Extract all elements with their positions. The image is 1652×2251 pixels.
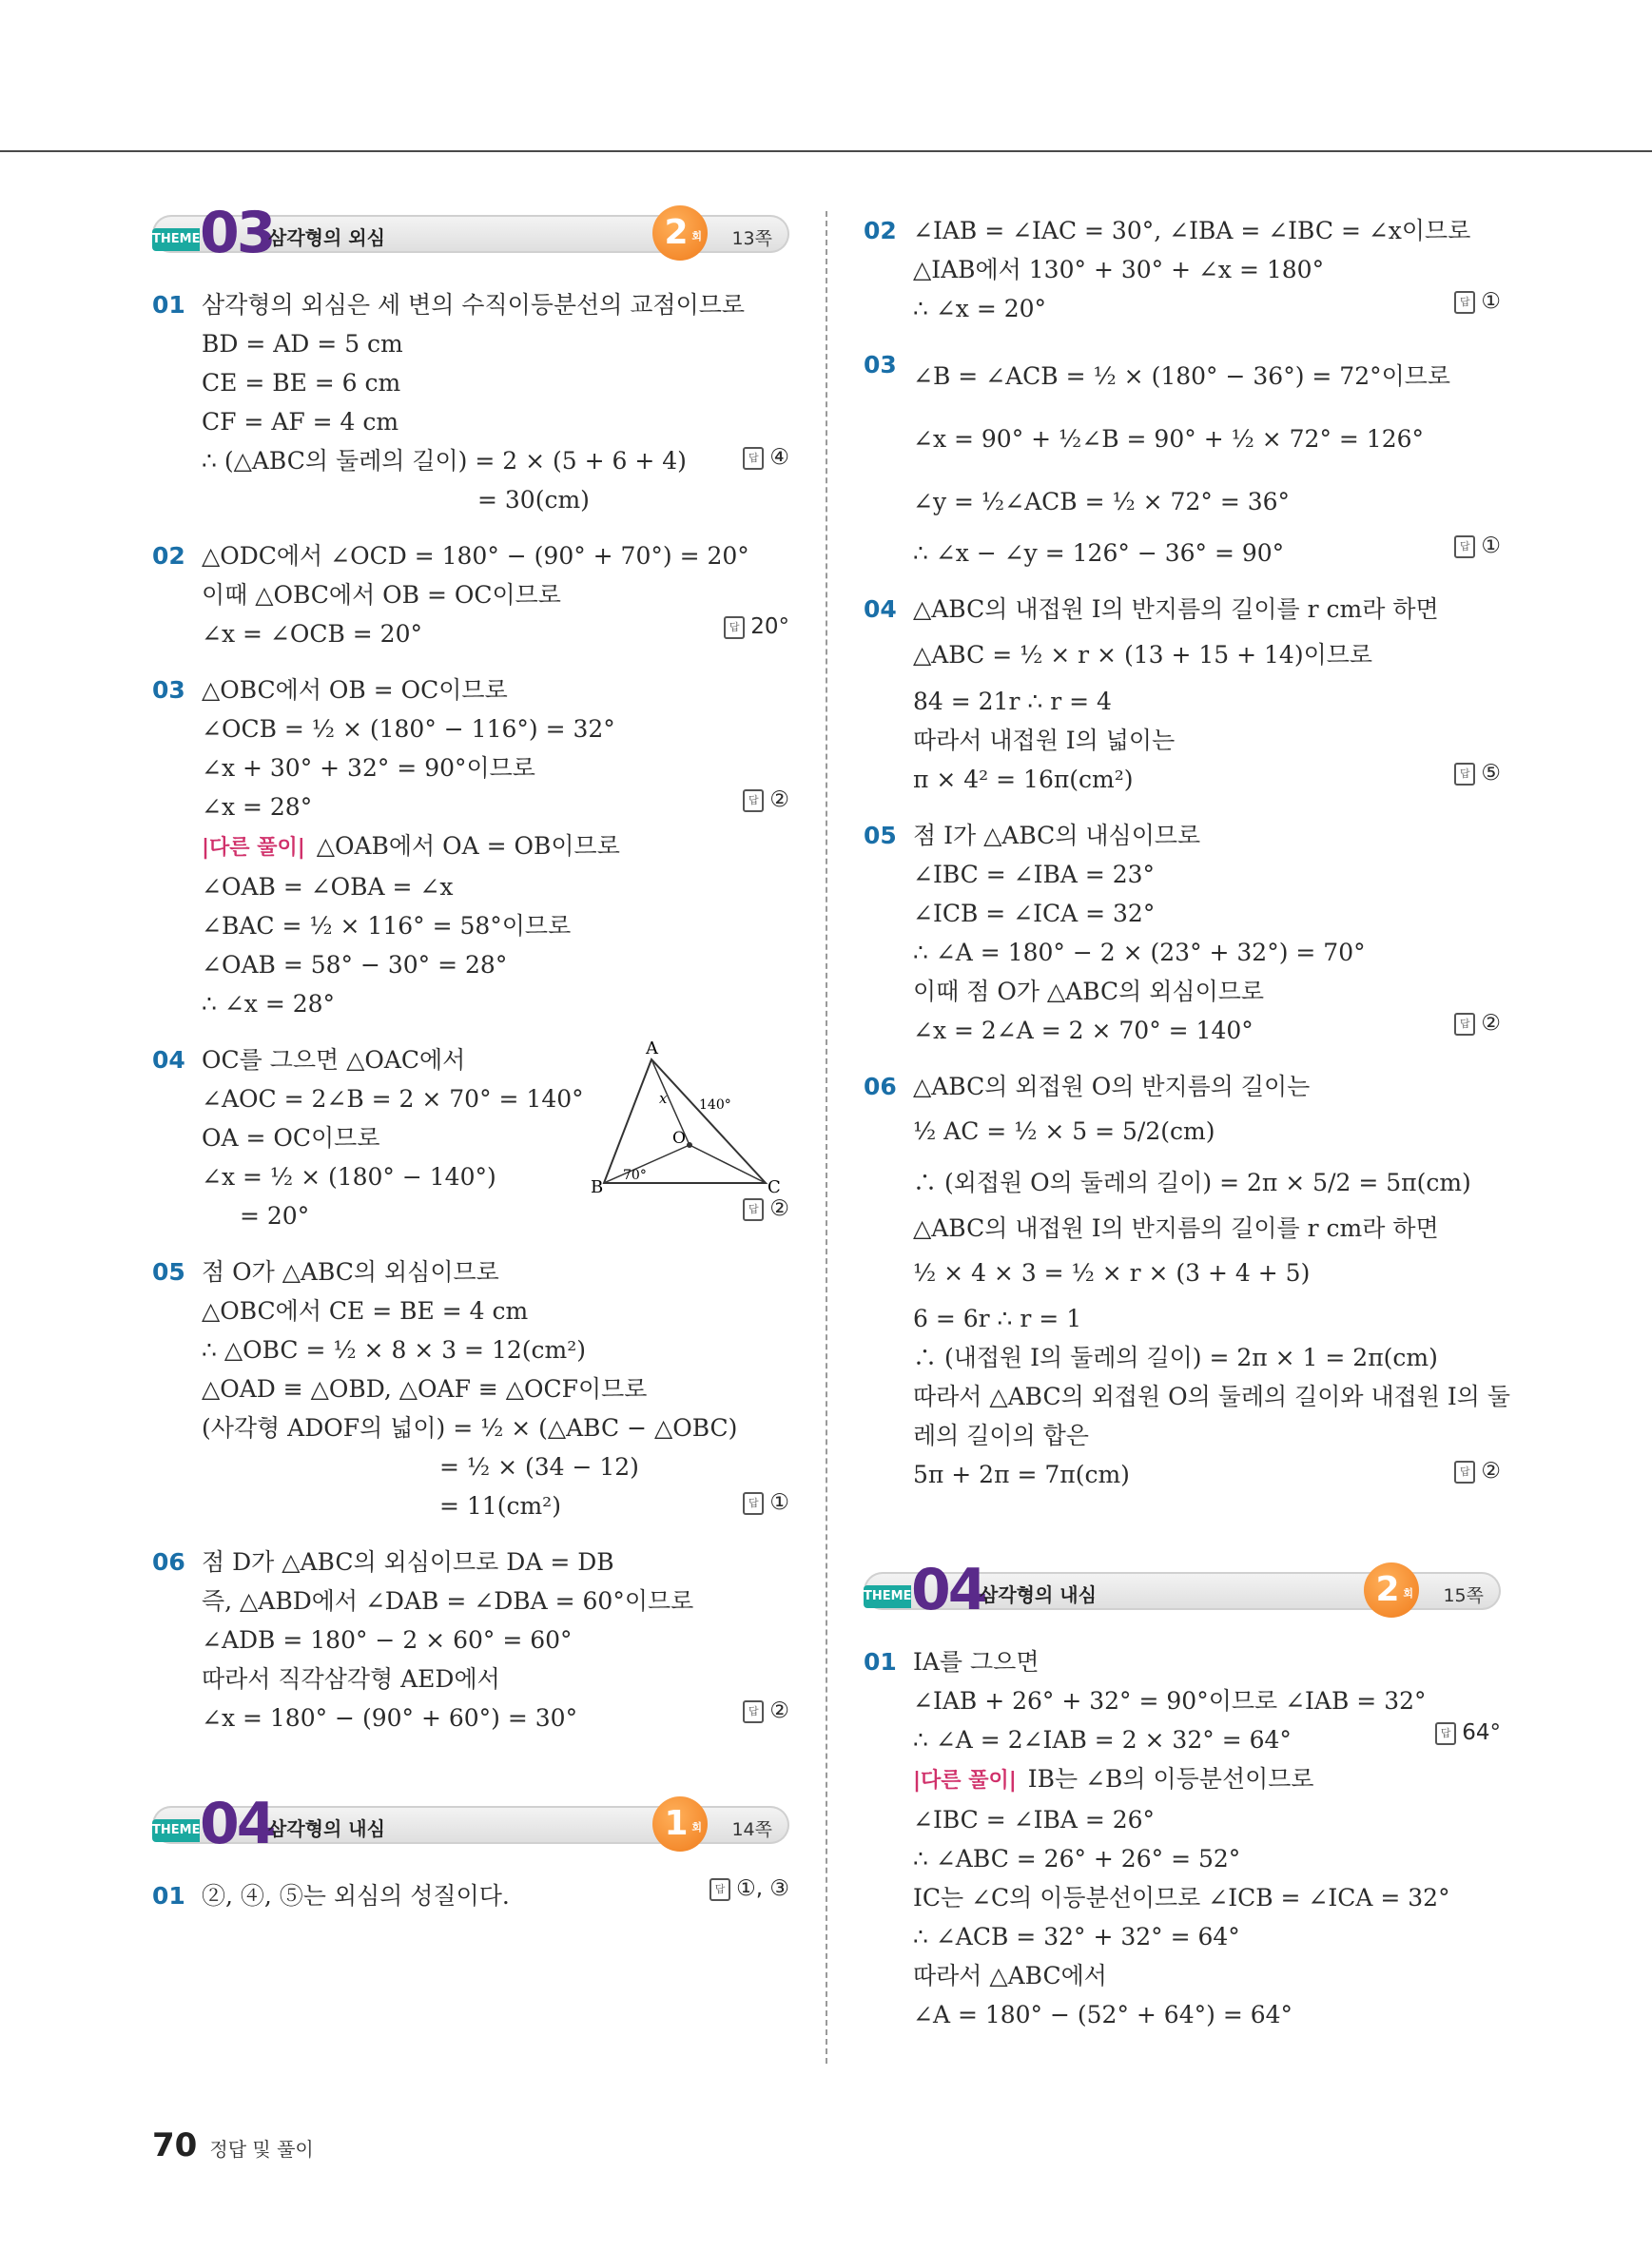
label-c: C bbox=[768, 1177, 781, 1197]
answer-icon: 답 bbox=[1454, 763, 1475, 786]
answer-icon: 답 bbox=[743, 1700, 764, 1723]
answer-icon: 답 bbox=[724, 616, 745, 639]
label-o: O bbox=[672, 1129, 686, 1148]
footer-label: 정답 및 풀이 bbox=[209, 2138, 314, 2161]
solution-line: 삼각형의 외심은 세 변의 수직이등분선의 교점이므로 bbox=[202, 291, 746, 319]
answer-icon: 답 bbox=[1454, 291, 1475, 314]
solution-line: ∴ (△ABC의 둘레의 길이) = 2 × (5 + 6 + 4) bbox=[202, 447, 687, 475]
solution-line: π × 4² = 16π(cm²) bbox=[913, 766, 1134, 793]
answer-icon: 답 bbox=[743, 447, 764, 470]
answer: 답 ② bbox=[1454, 1459, 1501, 1484]
solution-line: ∴ ∠A = 180° − 2 × (23° + 32°) = 70° bbox=[913, 939, 1366, 966]
solution-line: ∠ICB = ∠ICA = 32° bbox=[913, 900, 1156, 927]
problem-02-r bbox=[864, 211, 1501, 328]
solution-line: ∠x + 30° + 32° = 90°이므로 bbox=[202, 754, 535, 782]
page-footer bbox=[152, 2126, 314, 2164]
solution-line: ∠x = 28° bbox=[202, 793, 313, 821]
answer: 답 64° bbox=[1435, 1720, 1501, 1745]
alt-solution-line: ∠IBC = ∠IBA = 26° bbox=[913, 1806, 1156, 1834]
problem-number: 03 bbox=[864, 351, 897, 378]
solution-line: △ODC에서 ∠OCD = 180° − (90° + 70°) = 20° bbox=[202, 542, 749, 570]
problem-number: 05 bbox=[864, 822, 897, 849]
theme-tag: THEME bbox=[152, 1819, 200, 1842]
answer: 답 ① bbox=[1454, 289, 1501, 314]
solution-line: △ABC의 내접원 I의 반지름의 길이를 r cm라 하면 bbox=[913, 1214, 1439, 1242]
solution-line: ∠x = 2∠A = 2 × 70° = 140° bbox=[913, 1017, 1254, 1044]
solution-line: ∠x = ½ × (180° − 140°) bbox=[202, 1163, 496, 1191]
solution-line: ½ AC = ½ × 5 = 5/2(cm) bbox=[913, 1117, 1215, 1145]
answer-icon: 답 bbox=[743, 1198, 764, 1221]
solution-line: 따라서 직각삼각형 AED에서 bbox=[202, 1665, 500, 1693]
problem-number: 04 bbox=[864, 595, 897, 623]
solution-line: 점 I가 △ABC의 내심이므로 bbox=[913, 822, 1201, 849]
problem-number: 05 bbox=[152, 1258, 185, 1286]
problem-01-theme04 bbox=[152, 1876, 789, 1915]
answer: 답 ① bbox=[1454, 534, 1501, 558]
solution-line: 즉, △ABD에서 ∠DAB = ∠DBA = 60°이므로 bbox=[202, 1587, 694, 1615]
solution-line: = 30(cm) bbox=[477, 486, 590, 514]
theme-banner-04-round2 bbox=[864, 1557, 1501, 1623]
solution-line: ∠IAB + 26° + 32° = 90°이므로 ∠IAB = 32° bbox=[913, 1687, 1427, 1715]
theme-title: 삼각형의 내심 bbox=[980, 1583, 1097, 1606]
label-b: B bbox=[591, 1177, 604, 1197]
solution-line: OA = OC이므로 bbox=[202, 1124, 380, 1152]
round-badge: 2 회 bbox=[652, 205, 708, 261]
problem-01-r bbox=[864, 1642, 1501, 2034]
answer-icon: 답 bbox=[1454, 535, 1475, 558]
solution-line: ∠x = 90° + ½∠B = 90° + ½ × 72° = 126° bbox=[913, 425, 1425, 453]
solution-line: 이때 △OBC에서 OB = OC이므로 bbox=[202, 581, 561, 609]
solution-line: 84 = 21r ∴ r = 4 bbox=[913, 688, 1112, 715]
theme-banner-04-round1 bbox=[152, 1791, 789, 1857]
problem-06-r bbox=[864, 1067, 1511, 1494]
solution-line: ∠ADB = 180° − 2 × 60° = 60° bbox=[202, 1626, 573, 1654]
solution-line: = 20° bbox=[240, 1202, 310, 1230]
solution-line: = 11(cm²) bbox=[439, 1492, 561, 1520]
label-x: x bbox=[659, 1090, 668, 1107]
problem-number: 06 bbox=[152, 1548, 185, 1576]
column-divider bbox=[826, 211, 827, 2064]
problem-05 bbox=[152, 1252, 789, 1525]
label-70: 70° bbox=[623, 1168, 647, 1183]
problem-06 bbox=[152, 1543, 789, 1737]
answer: 답 ①, ③ bbox=[709, 1876, 789, 1901]
alt-solution-line: ∠OAB = ∠OBA = ∠x bbox=[202, 873, 454, 901]
answer: 답 ② bbox=[743, 1196, 789, 1221]
solution-line: ∠B = ∠ACB = ½ × (180° − 36°) = 72°이므로 bbox=[913, 362, 1451, 390]
alt-solution-line: ∴ ∠x = 28° bbox=[202, 990, 336, 1018]
theme-title: 삼각형의 외심 bbox=[268, 226, 385, 249]
solution-line: ∠x = ∠OCB = 20° bbox=[202, 620, 422, 648]
top-rule bbox=[0, 150, 1652, 152]
answer: 답 ⑤ bbox=[1454, 761, 1501, 786]
alt-solution-line: ∠BAC = ½ × 116° = 58°이므로 bbox=[202, 912, 572, 940]
solution-line: BD = AD = 5 cm bbox=[202, 330, 403, 358]
alt-solution-line: IC는 ∠C의 이등분선이므로 ∠ICB = ∠ICA = 32° bbox=[913, 1884, 1450, 1911]
solution-line: △OBC에서 CE = BE = 4 cm bbox=[202, 1297, 529, 1325]
answer: 답 ① bbox=[743, 1490, 789, 1515]
answer-icon: 답 bbox=[743, 1492, 764, 1515]
alt-solution-line: ∠A = 180° − (52° + 64°) = 64° bbox=[913, 2001, 1293, 2028]
theme-banner-03 bbox=[152, 200, 789, 266]
alt-solution-line: |다른 풀이| △OAB에서 OA = OB이므로 bbox=[202, 832, 620, 860]
problem-03 bbox=[152, 670, 789, 1023]
theme-number: 03 bbox=[200, 200, 274, 266]
page-ref: 13쪽 bbox=[731, 228, 772, 249]
solution-line: = ½ × (34 − 12) bbox=[439, 1453, 639, 1481]
problem-04 bbox=[152, 1040, 789, 1235]
alt-solution-line: ∴ ∠ABC = 26° + 26° = 52° bbox=[913, 1845, 1241, 1873]
problem-03-r bbox=[864, 345, 1501, 572]
solution-line: ∠OCB = ½ × (180° − 116°) = 32° bbox=[202, 715, 615, 743]
alt-solution-line: ∴ ∠ACB = 32° + 32° = 64° bbox=[913, 1923, 1240, 1950]
solution-line: ∠IAB = ∠IAC = 30°, ∠IBA = ∠IBC = ∠x이므로 bbox=[913, 217, 1471, 244]
answer: 답 ② bbox=[743, 787, 789, 812]
solution-line: ∴ ∠A = 2∠IAB = 2 × 32° = 64° bbox=[913, 1726, 1292, 1754]
solution-line: △OBC에서 OB = OC이므로 bbox=[202, 676, 508, 704]
solution-line: 이때 점 O가 △ABC의 외심이므로 bbox=[913, 978, 1265, 1005]
answer-icon: 답 bbox=[743, 789, 764, 812]
solution-line: ½ × 4 × 3 = ½ × r × (3 + 4 + 5) bbox=[913, 1259, 1311, 1287]
solution-line: 따라서 내접원 I의 넓이는 bbox=[913, 727, 1176, 754]
solution-line: ∠AOC = 2∠B = 2 × 70° = 140° bbox=[202, 1085, 584, 1113]
solution-line: 점 O가 △ABC의 외심이므로 bbox=[202, 1258, 499, 1286]
solution-line: OC를 그으면 △OAC에서 bbox=[202, 1046, 466, 1074]
solution-line: 5π + 2π = 7π(cm) bbox=[913, 1461, 1130, 1488]
label-a: A bbox=[646, 1038, 658, 1058]
answer: 답 ② bbox=[1454, 1011, 1501, 1036]
solution-line: ∠y = ½∠ACB = ½ × 72° = 36° bbox=[913, 488, 1291, 515]
problem-02 bbox=[152, 536, 789, 653]
solution-line: 6 = 6r ∴ r = 1 bbox=[913, 1305, 1082, 1332]
problem-04-r bbox=[864, 590, 1501, 799]
solution-line: △ABC의 외접원 O의 반지름의 길이는 bbox=[913, 1073, 1311, 1100]
problem-number: 02 bbox=[152, 542, 185, 570]
solution-line: 따라서 △ABC의 외접원 O의 둘레의 길이와 내접원 I의 둘 bbox=[913, 1383, 1511, 1410]
round-badge: 2 회 bbox=[1364, 1562, 1419, 1618]
answer-icon: 답 bbox=[709, 1878, 730, 1901]
page-ref: 15쪽 bbox=[1443, 1585, 1484, 1606]
solution-line: CF = AF = 4 cm bbox=[202, 408, 399, 436]
answer-icon: 답 bbox=[1435, 1722, 1456, 1745]
solution-line: ②, ④, ⑤는 외심의 성질이다. bbox=[202, 1882, 510, 1910]
solution-line: △ABC의 내접원 I의 반지름의 길이를 r cm라 하면 bbox=[913, 595, 1439, 623]
page-ref: 14쪽 bbox=[731, 1819, 772, 1840]
problem-number: 01 bbox=[864, 1648, 897, 1676]
alt-solution-line: 따라서 △ABC에서 bbox=[913, 1962, 1107, 1989]
problem-number: 02 bbox=[864, 217, 897, 244]
problem-number: 01 bbox=[152, 1882, 185, 1910]
solution-line: (사각형 ADOF의 넓이) = ½ × (△ABC − △OBC) bbox=[202, 1414, 738, 1442]
solution-line: ∴ (내접원 I의 둘레의 길이) = 2π × 1 = 2π(cm) bbox=[913, 1344, 1438, 1371]
answer-icon: 답 bbox=[1454, 1013, 1475, 1036]
answer-icon: 답 bbox=[1454, 1461, 1475, 1484]
solution-line: ∴ (외접원 O의 둘레의 길이) = 2π × 5/2 = 5π(cm) bbox=[913, 1169, 1471, 1196]
triangle-figure bbox=[591, 1038, 794, 1202]
problem-05-r bbox=[864, 816, 1501, 1050]
theme-number: 04 bbox=[200, 1791, 274, 1857]
problem-number: 03 bbox=[152, 676, 185, 704]
theme-tag: THEME bbox=[864, 1585, 911, 1608]
problem-number: 04 bbox=[152, 1046, 185, 1074]
answer: 답 20° bbox=[724, 614, 789, 639]
solution-line: 레의 길이의 합은 bbox=[913, 1422, 1089, 1449]
theme-number: 04 bbox=[911, 1557, 985, 1623]
alt-solution-label: |다른 풀이| bbox=[913, 1769, 1017, 1793]
page-number: 70 bbox=[152, 2126, 198, 2164]
solution-line: ∠x = 180° − (90° + 60°) = 30° bbox=[202, 1704, 578, 1732]
answer: 답 ② bbox=[743, 1698, 789, 1723]
solution-line: ∴ ∠x = 20° bbox=[913, 295, 1047, 322]
alt-solution-label: |다른 풀이| bbox=[202, 836, 305, 860]
alt-solution-line: ∠OAB = 58° − 30° = 28° bbox=[202, 951, 508, 979]
answer: 답 ④ bbox=[743, 445, 789, 470]
solution-line: ∠IBC = ∠IBA = 23° bbox=[913, 861, 1156, 888]
solution-line: △ABC = ½ × r × (13 + 15 + 14)이므로 bbox=[913, 641, 1373, 669]
solution-line: ∴ △OBC = ½ × 8 × 3 = 12(cm²) bbox=[202, 1336, 586, 1364]
round-badge: 1 회 bbox=[652, 1796, 708, 1852]
problem-number: 01 bbox=[152, 291, 185, 319]
right-column bbox=[864, 202, 1511, 2051]
problem-01 bbox=[152, 285, 789, 519]
problem-number: 06 bbox=[864, 1073, 897, 1100]
solution-line: △OAD ≡ △OBD, △OAF ≡ △OCF이므로 bbox=[202, 1375, 648, 1403]
solution-line: 점 D가 △ABC의 외심이므로 DA = DB bbox=[202, 1548, 614, 1576]
alt-solution-line: |다른 풀이| IB는 ∠B의 이등분선이므로 bbox=[913, 1765, 1314, 1793]
solution-line: ∴ ∠x − ∠y = 126° − 36° = 90° bbox=[913, 539, 1285, 567]
label-140: 140° bbox=[699, 1097, 731, 1113]
theme-tag: THEME bbox=[152, 228, 200, 251]
solution-line: CE = BE = 6 cm bbox=[202, 369, 401, 397]
solution-line: IA를 그으면 bbox=[913, 1648, 1040, 1676]
solution-line: △IAB에서 130° + 30° + ∠x = 180° bbox=[913, 256, 1325, 283]
left-column bbox=[152, 202, 789, 1932]
theme-title: 삼각형의 내심 bbox=[268, 1817, 385, 1840]
